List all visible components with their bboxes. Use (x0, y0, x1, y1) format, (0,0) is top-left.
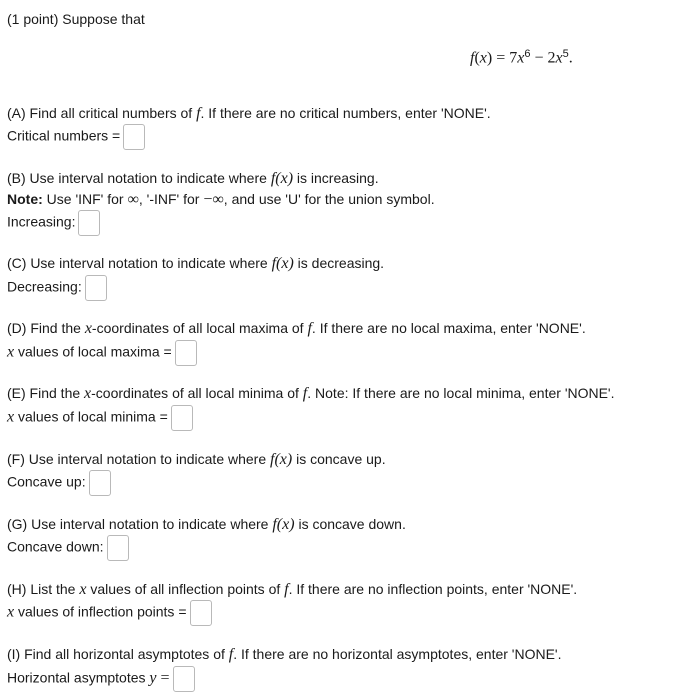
question-h-x: x (79, 581, 87, 598)
critical-numbers-input[interactable] (123, 124, 145, 150)
formula-minus: − 2 (530, 49, 556, 67)
question-i-f: f (228, 646, 234, 663)
answer-a-row (7, 124, 145, 150)
question-e-mid: -coordinates of all local minima of (91, 385, 303, 401)
question-f (7, 450, 386, 469)
infinity-symbol: ∞ (127, 191, 139, 208)
inflection-x: x (7, 603, 15, 621)
local-maxima-x: x (7, 343, 15, 361)
formula-end: . (568, 49, 573, 67)
note-post: , and use 'U' for the union symbol. (223, 191, 435, 207)
intro-text: (1 point) Suppose that (7, 11, 145, 27)
concave-down-label: Concave down: (7, 538, 104, 555)
local-minima-x: x (7, 408, 15, 426)
question-b-pre: (B) Use interval notation to indicate where (7, 170, 271, 186)
horizontal-asymptotes-input[interactable] (173, 666, 195, 692)
concave-up-label: Concave up: (7, 473, 86, 490)
horizontal-asymptotes-label: Horizontal asymptotes (7, 669, 150, 686)
formula-eq: = 7 (492, 49, 518, 67)
formula-x3: x (555, 49, 563, 67)
question-i-pre: (I) Find all horizontal asymptotes of (7, 646, 229, 662)
question-h-mid: values of all inflection points of (86, 581, 285, 597)
question-b-fx: f(x) (270, 170, 294, 187)
question-i (7, 645, 562, 664)
neg-infinity-symbol: −∞ (203, 191, 224, 208)
question-f-fx: f(x) (270, 451, 293, 468)
question-c-pre: (C) Use interval notation to indicate where (7, 255, 272, 271)
question-a (7, 104, 491, 123)
formula-x: x (479, 49, 487, 67)
note-b (7, 190, 435, 209)
question-d-x: x (84, 320, 92, 337)
question-d-pre: (D) Find the (7, 320, 85, 336)
answer-g-row (7, 535, 129, 561)
question-e (7, 384, 615, 403)
horizontal-asymptotes-y: y (149, 669, 157, 687)
question-d (7, 319, 586, 338)
inflection-label: values of inflection points = (14, 603, 187, 620)
function-formula: $f(x) = 7x^6 - 2x^5$. (470, 48, 573, 67)
question-c-post: is decreasing. (293, 255, 385, 271)
formula-exp1: 6 (524, 48, 531, 60)
note-mid: , '-INF' for (138, 191, 204, 207)
question-e-pre: (E) Find the (7, 385, 85, 401)
formula-f: f (470, 49, 475, 67)
formula-exp2: 5 (562, 48, 569, 60)
concave-down-input[interactable] (107, 535, 129, 561)
note-label: Note: (7, 191, 43, 207)
question-g (7, 515, 406, 534)
question-d-mid: -coordinates of all local maxima of (91, 320, 308, 336)
answer-i-row (7, 666, 195, 692)
answer-e-row (7, 405, 193, 431)
answer-h-row (7, 600, 212, 626)
question-e-x: x (84, 385, 92, 402)
question-h-f: f (284, 581, 289, 598)
question-h-pre: (H) List the (7, 581, 80, 597)
local-minima-input[interactable] (171, 405, 193, 431)
inflection-input[interactable] (190, 600, 212, 626)
local-maxima-input[interactable] (175, 340, 197, 366)
decreasing-label: Decreasing: (7, 278, 82, 295)
local-maxima-label: values of local maxima = (14, 343, 172, 360)
answer-f-row (7, 470, 111, 496)
question-b (7, 169, 379, 188)
concave-up-input[interactable] (89, 470, 111, 496)
question-d-f: f (307, 320, 312, 337)
question-b-post: is increasing. (293, 170, 379, 186)
answer-c-row (7, 275, 107, 301)
question-f-pre: (F) Use interval notation to indicate where (7, 451, 271, 467)
question-g-fx: f(x) (272, 516, 295, 533)
question-h (7, 580, 577, 599)
decreasing-input[interactable] (85, 275, 107, 301)
question-f-post: is concave up. (292, 451, 386, 467)
note-pre: Use 'INF' for (42, 191, 128, 207)
question-g-pre: (G) Use interval notation to indicate where (7, 516, 273, 532)
answer-d-row (7, 340, 197, 366)
answer-b-row (7, 210, 100, 236)
increasing-label: Increasing: (7, 213, 76, 230)
question-i-post: . If there are no horizontal asymptotes, enter 'NONE'. (233, 646, 562, 662)
critical-numbers-label: Critical numbers = (7, 127, 121, 144)
question-e-post: . Note: If there are no local minima, enter 'NONE'. (307, 385, 615, 401)
question-c-fx: f(x) (271, 255, 294, 272)
question-g-post: is concave down. (294, 516, 406, 532)
question-a-post: . If there are no critical numbers, enter 'NONE'. (200, 105, 491, 121)
increasing-input[interactable] (78, 210, 100, 236)
local-minima-label: values of local minima = (14, 408, 168, 425)
question-c (7, 254, 384, 273)
horizontal-asymptotes-eq: = (156, 669, 170, 687)
question-a-pre: (A) Find all critical numbers of (7, 105, 197, 121)
question-e-f: f (302, 385, 308, 402)
question-h-post: . If there are no inflection points, enter 'NONE'. (288, 581, 578, 597)
question-d-post: . If there are no local maxima, enter 'NONE'. (311, 320, 586, 336)
question-a-f: f (196, 105, 201, 122)
formula-x2: x (517, 49, 525, 67)
